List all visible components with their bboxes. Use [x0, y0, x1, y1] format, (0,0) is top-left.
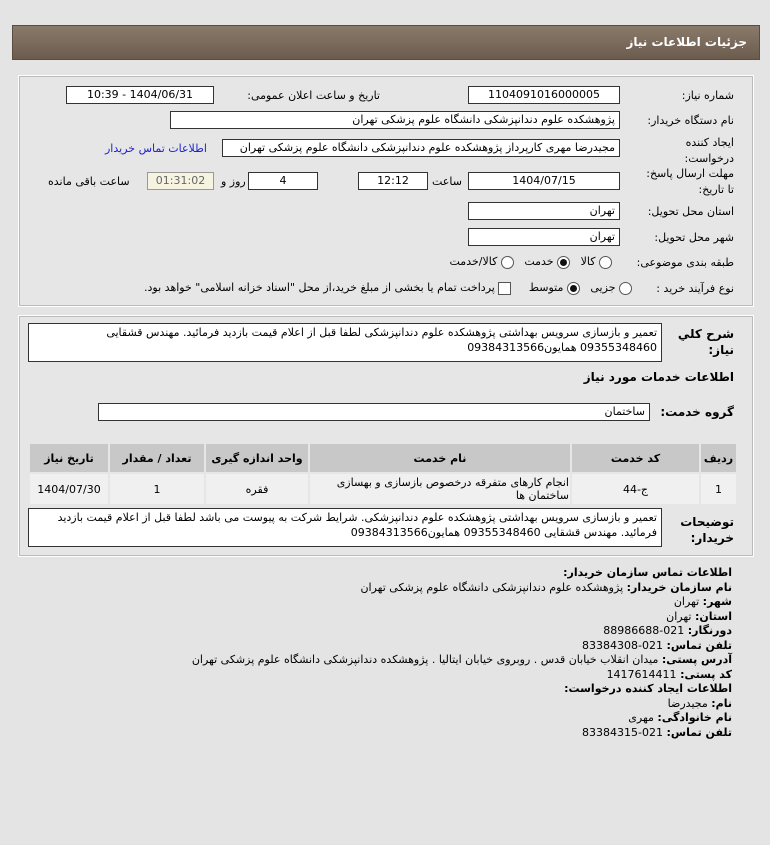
creator-phone-value: 021-83384315: [582, 725, 664, 739]
family-label: نام خانوادگی:: [657, 711, 732, 724]
summary-label-2: نیاز:: [708, 343, 734, 357]
cell-date: 1404/07/30: [29, 473, 109, 505]
deadline-label-2: تا تاریخ:: [698, 183, 734, 196]
cell-code: ج-44: [571, 473, 700, 505]
category-service-label: خدمت: [524, 255, 554, 268]
org-value: پژوهشکده علوم دندانپزشکی دانشگاه علوم پزشکی تهران: [360, 580, 624, 594]
treasury-payment-note: پرداخت تمام یا بخشی از مبلغ خرید،از محل "اسناد خزانه اسلامی" خواهد بود.: [144, 281, 495, 294]
process-medium-radio[interactable]: [567, 282, 580, 295]
cell-unit: فقره: [205, 473, 309, 505]
contact-heading: اطلاعات تماس سازمان خریدار:: [563, 566, 732, 579]
category-goods-service-radio[interactable]: [501, 256, 514, 269]
city-label: شهر محل تحویل:: [654, 231, 734, 244]
category-goods-label: کالا: [580, 255, 596, 268]
category-label: طبقه بندی موضوعی:: [636, 256, 734, 269]
postal-value: 1417614411: [606, 667, 677, 681]
name-label: نام:: [711, 696, 732, 710]
category-goods-service-label: کالا/خدمت: [449, 255, 498, 268]
buyer-contact-info: [192, 566, 732, 740]
province-field[interactable]: تهران: [468, 202, 620, 220]
days-field[interactable]: 4: [248, 172, 318, 190]
city-field[interactable]: تهران: [468, 228, 620, 246]
creator-label: ایجاد کننده: [685, 136, 734, 149]
remaining-label: ساعت باقی مانده: [48, 175, 130, 188]
process-minor-radio[interactable]: [619, 282, 632, 295]
process-label: نوع فرآیند خرید :: [656, 282, 734, 295]
province-info-label: استان:: [695, 609, 732, 623]
cell-name: انجام کارهای متفرقه درخصوص بازسازی و بهسازی ساختمان ها: [309, 473, 571, 505]
buyer-org-label: نام دستگاه خریدار:: [647, 114, 734, 127]
category-radio-group: [450, 255, 613, 269]
need-info-panel: [18, 75, 754, 307]
col-row: ردیف: [700, 443, 737, 473]
notes-label: توضیحات: [680, 515, 734, 529]
services-heading: اطلاعات خدمات مورد نیاز: [583, 370, 734, 384]
address-label: آدرس پستی:: [661, 653, 732, 666]
phone-label: تلفن تماس:: [666, 638, 732, 652]
creator-heading: اطلاعات ایجاد کننده درخواست:: [564, 682, 732, 695]
category-goods-radio[interactable]: [599, 256, 612, 269]
family-value: مهری: [628, 711, 654, 724]
fax-label: دورنگار:: [687, 624, 732, 637]
buyer-org-field[interactable]: پژوهشکده علوم دندانپزشکی دانشگاه علوم پزشکی تهران: [170, 111, 620, 129]
summary-field: تعمیر و بازسازی سرویس بهداشتی پژوهشکده علوم دندانپزشکی لطفا قبل از اعلام قیمت بازدید فرمائید. مهندس قشقایی 09355348460 همایون09384313566: [28, 323, 662, 362]
postal-label: کد پستی:: [680, 667, 732, 681]
col-date: تاریخ نیاز: [29, 443, 109, 473]
deadline-date-field[interactable]: 1404/07/15: [468, 172, 620, 190]
process-minor-label: جزیی: [590, 281, 616, 294]
buyer-notes-field: تعمیر و بازسازی سرویس بهداشتی پژوهشکده علوم دندانپزشکی. شرایط شرکت به پیوست می باشد لطفا قبل از اعلام قیمت بازدید فرمائید. مهندس قشقایی 09355348460 همایون09384313566: [28, 508, 662, 547]
org-label: نام سازمان خریدار:: [626, 580, 732, 594]
announce-field[interactable]: 1404/06/31 - 10:39: [66, 86, 214, 104]
col-unit: واحد اندازه گیری: [205, 443, 309, 473]
city-info-label: شهر:: [702, 595, 732, 608]
services-table: [28, 442, 738, 506]
creator-field[interactable]: مجیدرضا مهری کارپرداز پژوهشکده علوم دندانپزشکی دانشگاه علوم پزشکی تهران: [222, 139, 620, 157]
phone-value: 021-83384308: [582, 638, 664, 652]
cell-qty: 1: [109, 473, 205, 505]
province-label: استان محل تحویل:: [647, 205, 734, 218]
remaining-time-field: 01:31:02: [147, 172, 214, 190]
treasury-payment-checkbox[interactable]: [498, 282, 511, 295]
service-group-label: گروه خدمت:: [660, 405, 734, 419]
time-label: ساعت: [432, 175, 462, 188]
days-label: روز و: [221, 175, 246, 188]
category-service-radio[interactable]: [557, 256, 570, 269]
col-code: کد خدمت: [571, 443, 700, 473]
col-name: نام خدمت: [309, 443, 571, 473]
announce-label: تاریخ و ساعت اعلان عمومی:: [247, 89, 380, 102]
province-info-value: تهران: [666, 609, 692, 623]
table-row: [29, 473, 737, 505]
need-number-field[interactable]: 1104091016000005: [468, 86, 620, 104]
process-radio-group: [144, 281, 632, 295]
creator-label-2: درخواست:: [684, 152, 734, 165]
cell-row: 1: [700, 473, 737, 505]
process-medium-label: متوسط: [528, 281, 564, 294]
page-header: [12, 25, 760, 60]
address-value: میدان انقلاب خیابان قدس . روبروی خیابان ایتالیا . پژوهشکده دندانپزشکی دانشگاه علوم پزشکی تهران: [191, 653, 659, 666]
table-header-row: [29, 443, 737, 473]
buyer-contact-link[interactable]: اطلاعات تماس خریدار: [105, 142, 207, 155]
creator-phone-label: تلفن تماس:: [666, 725, 732, 739]
deadline-label: مهلت ارسال پاسخ:: [646, 167, 734, 180]
page-title: جزئیات اطلاعات نیاز: [626, 35, 747, 49]
fax-value: 021-88986688: [603, 624, 685, 637]
need-number-label: شماره نیاز:: [681, 89, 734, 102]
col-qty: تعداد / مقدار: [109, 443, 205, 473]
service-group-field[interactable]: ساختمان: [98, 403, 650, 421]
city-info-value: تهران: [673, 595, 700, 608]
notes-label-2: خریدار:: [690, 531, 734, 545]
deadline-time-field[interactable]: 12:12: [358, 172, 428, 190]
name-value: مجیدرضا: [667, 696, 708, 710]
summary-label: شرح کلي: [677, 327, 734, 341]
